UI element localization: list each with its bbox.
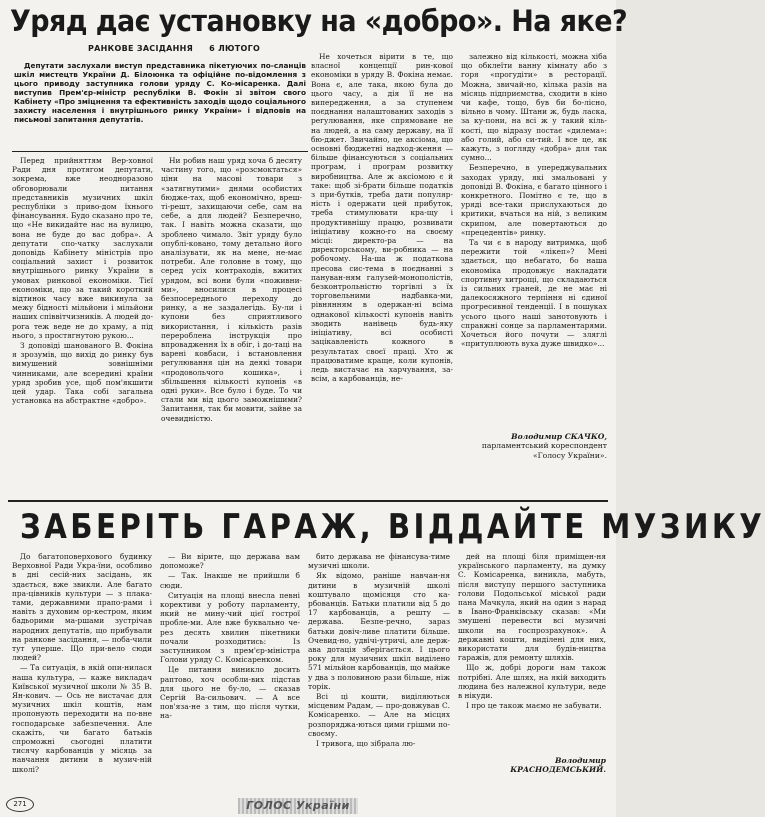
- article1-column-2: [161, 156, 302, 496]
- article2-column-3: [308, 552, 450, 790]
- byline-2: [458, 756, 606, 780]
- article2-paragraph: Як відомо, раніше навчан-ня дитини в музичній школі коштувало щомісяця сто ка-рбованців. Батьки платили від 5 до 17 карбованців, а решту — держава. Безпе-речно, зараз батьки довіч-ливе платити більше. Очевид-но, удвічі-утричі, але держ-ава дотація зберігається. І цього року для музичних шкіл виділено 571 мільйон карбованців, що майже у два з половиною рази більше, ніж торік.: [308, 571, 450, 691]
- article-lead-1: [14, 61, 306, 149]
- article2-paragraph: Всі ці кошти, виділяються місцевим Радам, — про-довжував С. Комісаренко. — Але на місцях розпоряджа-ються цими грішми по-своєму.: [308, 692, 450, 738]
- lead-divider: [12, 151, 308, 152]
- article2-paragraph: І про це також маємо не забувати.: [466, 701, 602, 711]
- article2-paragraph: — Так. Інакше не прийшли б сюди.: [160, 571, 300, 590]
- article1-paragraph: Не хочеться вірити в те, що власної концепції рин-кової економіки в уряду В. Фокіна немає. Вона є, але така, якою була до цього часу, а дія її не на випередження, а за ступенем поєднання налаштованих заходів з регулювання, яке спрямоване не на людей, а на саму державу, на її бю-джет. Звичайно, це аксіома, що основні бюджетні надход-ження — більше фінансуються з соціальних програм, і програм розвитку виробництва. Але ж аксіомою є й таке: щоб зі-брати більше податків з при-бутків, треба дати популяр-ність і одержати цей прибуток, треба стимулювати кра-щу і продуктивнішу працю, розвивати ініціативу кожно-го на своєму місці: директо-ра — на директорському, ви-робника — на робочому. На-ша ж податкова пресова сис-тема в поєднанні з пануван-ням галузей-монополістів, безконтрольністю торгівлі з їх торговельними надбавка-ми, рівнянням в одержан-ні всіма однакової кількості купонів навіть зводить нанівець будь-яку ініціативу, всі особисті зацікавленість кожного в результатах своєї праці. Хто ж працюватиме краще, коли купонів, ледь вистачає на харчування, за-всім, а карбованців, не-: [311, 52, 453, 384]
- byline-role: парламентський кореспондент «Голосу України».: [481, 441, 607, 460]
- article1-paragraph: залежно від кількості, можна хіба що обклеїти ванну кімнату або з горя «прогудіти» в ресторації. Можна, звичай-но, кілька разів на місяць підприємства, сходити в кіно чи кафе, тощо, був би бо-лісно, вільно в чому. Штани ж, будь ласка, за ку-пони, на всі ж у такий кіль-кості, що відразу постає «дилема»: або голий, або си-тий. І все це, як кажуть, з погляду «добра» для так сумно...: [461, 52, 607, 163]
- section-date: 6 ЛЮТОГО: [209, 44, 261, 53]
- article1-paragraph: Перед прийняттям Вер-ховної Ради дня протягом депутати, зокрема, вже неодноразово обговорювали питання представників музичних шкіл республіки з приво-дом їхнього фінансування. Будо сказано про те, що «Не викидайте нас на вулицю, вона не буде до вас добра». А депутати спо-чатку заслухали доповідь Кабінету міністрів про соціальний захист і розвиток внутрішнього ринку України в умовах ринкової економіки. Тієї економіки, що за такий короткий відтинок часу вже викинула за межу бідності мільйони і мільйони наших співвітчизників. А людей до-рога теж веде не до храму, а під нього, з простягнутою рукою...: [12, 156, 153, 340]
- article2-paragraph: бито держава не фінансува-тиме музичні школи.: [308, 552, 450, 571]
- article1-paragraph: Та чи є в народу витримка, щоб пережити той «лікеп»? Мені здається, що небагато, бо наша економіка продовжує накладати спортивну хитрощі, що складаються із сильних граней, де не має ні далекосяжного терпіння ні єдиної прогресивної тенденції. І в пошуках усього цього наші занотовують і справжні сонце за парламентарями. Хочеться його почути — зляглі «притуплюють вуха дуже швидко»...: [461, 238, 607, 349]
- byline-author: Володимир КРАСНОДЕМСЬКИЙ.: [510, 756, 606, 775]
- article1-column-1: [12, 156, 153, 496]
- article2-paragraph: — Та ситуація, в якій опи-нилася наша культура, — каже викладач Київської музичної школи № 35 В. Ян-кович. — Ось не вистачає для музичних шкіл коштів, нам пропонують переходити на по-вне господарське забезпечення. Але скажіть, чи багато батьків спроможні сьогодні платити тисячу карбованців у місяць за навчання дитини в музич-ній школі?: [12, 663, 152, 774]
- article2-paragraph: Це питання виникло досить раптово, хоч особли-вих підстав для цього не бу-ло, — сказав Сергій Ва-сильович. — А все пов'яза-не з тим, що після чутки, на-: [160, 665, 300, 721]
- article1-paragraph: З доповіді шанованого В. Фокіна я зрозумів, що вихід до ринку був вимушений зовнішніми чинниками, але всередині країни уряд зробив усе, щоб пом'якшити цей удар. Така собі загальна установка на абстрактне «добро».: [12, 341, 153, 406]
- article2-paragraph: До багатоповерхового будинку Верховної Ради Укра-їни, особливо в дні сесій-них засідань, як здається, вже звикли. Але багато пра-цівників культури — з плака-тами, державними прапо-рами і навіть з духовим ор-кестром, яким бадьорими ма-ршами зустрічав народних депутатів, що прибували на ранкове засідання, — поба-чили тут уперше. Що при-вело сюди людей?: [12, 552, 152, 663]
- newspaper-masthead: ГОЛОС України: [238, 798, 358, 814]
- article2-paragraph: Ситуація на площі внесла певні корективи у роботу парламенту, який не мину-чий цієї гострої пробле-ми. Але вже буквально че-рез десять хвилин пікетники почали розходитись: Із заступником з прем'єр-міністра Голови уряду С. Комісаренком.: [160, 590, 300, 665]
- byline-author: Володимир СКАЧКО,: [511, 432, 607, 441]
- byline-1: [461, 432, 607, 474]
- article2-paragraph: — Ви вірите, що держава вам допоможе?: [160, 552, 300, 571]
- article1-paragraph: Безперечно, в упереджувальних заходах уряду, які змальовані у доповіді В. Фокіна, є багато цінного і конкретного. Помітно є те, що в уряді все-таки прислухаються до критики, вчаться на ній, з великим скрипом, але повертаються до «прецедентів» ринку.: [461, 163, 607, 237]
- article1-paragraph: Ни робив наш уряд хоча б десяту частину того, що «розсмоктаться» ціни на масові товари з «затягнутими» днями особистих бюдже-тах, щоб економічно, вреш-ті-решт, захищаючи себе, сам на себе, а для людей? Безперечно, так. І навіть можна сказати, що зроблено чимало. Звіт уряду було опублі-ковано, тому детально його аналізувати, як на мене, не-має потреби. Але головне в тому, що серед усіх контраходів, вжитих урядом, всі вони були «поживни-ми», вносилися в процесі безпосереднього переходу до ринку, а не заздалегідь. Бу-ли і купони без сприятливого використання, і кількість разів перероблена інструкція про впровадження їх в обіг, і до-таці на варені ковбаси, і встановлення регулювання цін на деякі товари «продовольчого кошика», і збільшення кількості купонів «в одні руки». Все було і буде. То чи стали ми від цього заможнішими? Запитання, так би мовити, зайве за очевидністю.: [161, 156, 302, 423]
- article-divider: [8, 500, 608, 502]
- article2-paragraph: Що ж, добрі дороги нам також потрібні. Але шлях, на якій виходить людина без належної культури, веде в нікуди.: [458, 663, 606, 701]
- article-headline-1: Уряд дає установку на «добро». На яке?: [10, 4, 628, 38]
- section-label: РАНКОВЕ ЗАСІДАННЯ: [88, 44, 194, 53]
- article2-column-2: [160, 552, 300, 790]
- article2-paragraph: дей на площі біля приміщен-ня українського парламенту, на думку С. Комісаренка, виникла, мабуть, після виступу першого заступника голови Подольської міської ради пана Мачкула, який на один з нарад в Івано-Франківську сказав: «Ми змушені перевести всі музичні школи на госпрозрахунок». А державні кошти, виділені для них, використати для будів-ництва гаражів, для ремонту шляхів.: [458, 552, 606, 663]
- article2-paragraph: І тривога, що зібрала лю-: [316, 739, 416, 749]
- lead-paragraph: Депутати заслухали виступ представника пікетуючих по-сланців шкіл мистецтв України Д. Білоюнка та офіційне по-відомлення з цього приводу заступника голови уряду С. Ко-місаренка. Далі виступив Прем'єр-міністр республіки В. Фокін зі звітом свого Кабінету «Про зміцнення та ефективність заходів щодо соціального захисту населення і внутрішнього ринку України» і відповів на письмові запитання депутатів.: [14, 61, 306, 124]
- article1-column-3: [311, 52, 453, 496]
- article-headline-2: ЗАБЕРІТЬ ГАРАЖ, ВІДДАЙТЕ МУЗИКУ: [20, 507, 765, 547]
- article2-column-4: [458, 552, 606, 752]
- article2-column-1: [12, 552, 152, 790]
- page-number-stamp: 271: [6, 797, 34, 812]
- article1-column-4: [461, 52, 607, 428]
- section-subhead: [88, 44, 288, 56]
